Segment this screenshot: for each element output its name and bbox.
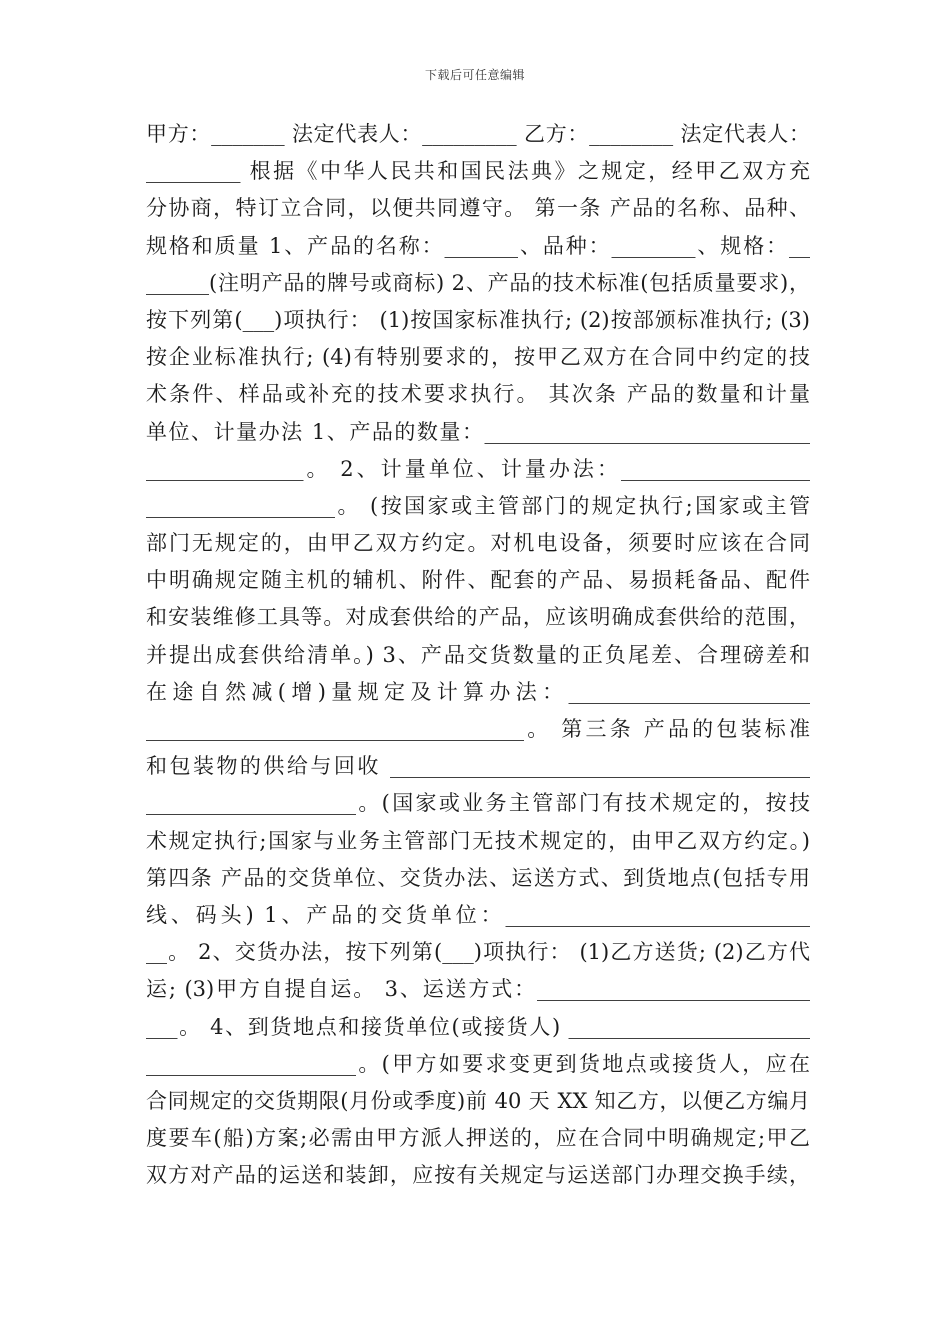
contract-line: 单位、计量办法 1、产品的数量：_______________________________ [146,419,810,444]
contract-line: _______________。 2、计量单位、计量办法：__________________ [146,456,810,481]
contract-line: 中明确规定随主机的辅机、附件、配套的产品、易损耗备品、配件 [146,568,810,593]
contract-line: 术条件、样品或补充的技术要求执行。 其次条 产品的数量和计量 [146,382,810,407]
contract-line: 运; (3)甲方自提自运。 3、运送方式：__________________________ [146,977,810,1002]
contract-line: 规格和质量 1、产品的名称：_______、品种：________、规格：__ [146,233,810,258]
contract-line: __________________。 (按国家或主管部门的规定执行;国家或主管 [146,493,810,518]
contract-line: ______(注明产品的牌号或商标) 2、产品的技术标准(包括质量要求)， [146,270,810,295]
page-header-note: 下载后可任意编辑 [424,68,525,82]
contract-line: ___。 4、到货地点和接货单位(或接货人) _______________________ [146,1014,810,1039]
contract-line: 按下列第(___)项执行： (1)按国家标准执行; (2)按部颁标准执行; (3) [146,307,810,332]
contract-line: _________ 根据《中华人民共和国民法典》之规定，经甲乙双方充 [146,159,810,184]
contract-line: 和包装物的供给与回收 ________________________________________ [146,754,810,779]
contract-line: ____________________。(国家或业务主管部门有技术规定的，按技 [146,791,810,816]
contract-line: 度要车(船)方案;必需由甲方派人押送的，应在合同中明确规定;甲乙 [146,1126,810,1151]
contract-body [146,116,810,1194]
contract-line: 和安装维修工具等。对成套供给的产品，应该明确成套供给的范围， [146,605,810,630]
contract-line: 部门无规定的，由甲乙双方约定。对机电设备，须要时应该在合同 [146,531,810,556]
contract-line: 第四条 产品的交货单位、交货办法、运送方式、到货地点(包括专用 [146,865,810,890]
contract-line: 合同规定的交货期限(月份或季度)前 40 天 XX 知乙方，以便乙方编月 [146,1088,810,1113]
contract-line: 并提出成套供给清单。) 3、产品交货数量的正负尾差、合理磅差和 [146,642,810,667]
contract-line: 术规定执行;国家与业务主管部门无技术规定的，由甲乙双方约定。) [146,828,810,853]
contract-line: __。 2、交货办法，按下列第(___)项执行： (1)乙方送货; (2)乙方代 [146,940,810,965]
contract-line: 在途自然减(增)量规定及计算办法：_______________________ [146,679,810,704]
contract-line: 按企业标准执行; (4)有特别要求的，按甲乙双方在合同中约定的技 [146,345,810,370]
contract-line: 分协商，特订立合同，以便共同遵守。 第一条 产品的名称、品种、 [146,196,810,221]
contract-line: ____________________________________。 第三条 产品的包装标准 [146,717,810,741]
contract-line: ____________________。(甲方如要求变更到货地点或接货人，应在 [146,1051,810,1076]
contract-line: 双方对产品的运送和装卸，应按有关规定与运送部门办理交换手续， [146,1163,810,1188]
contract-line: 线、码头) 1、产品的交货单位：_____________________________ [146,902,810,927]
contract-line: 甲方：_______ 法定代表人：_________ 乙方：________ 法定代表人： [146,122,810,146]
